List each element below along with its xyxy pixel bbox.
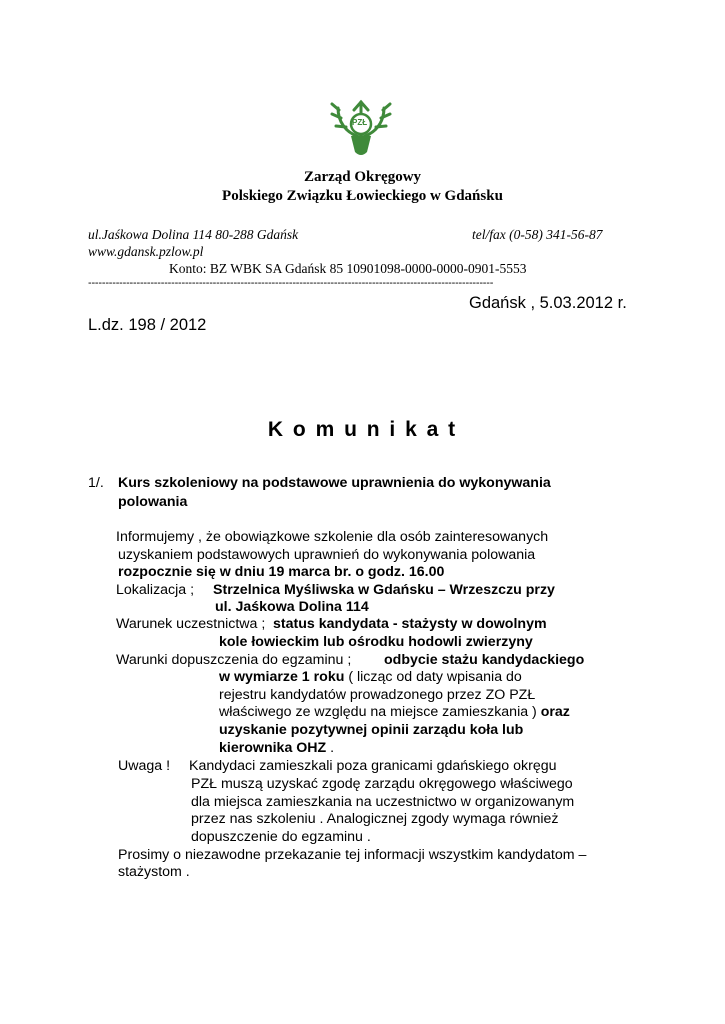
location-value: ul. Jaśkowa Dolina 114 — [215, 599, 369, 615]
condition-value: status kandydata - stażysty w dowolnym — [273, 616, 547, 632]
section-heading-line2: polowania — [118, 494, 188, 510]
admission-text: ( licząc od daty wpisania do — [344, 669, 522, 685]
admission-duration: w wymiarze 1 roku — [219, 669, 345, 685]
location-value: Strzelnica Myśliwska w Gdańsku – Wrzeszczu przy — [213, 582, 555, 598]
org-address: ul.Jaśkowa Dolina 114 80-288 Gdańsk — [88, 227, 299, 242]
location-label: Lokalizacja ; — [116, 582, 195, 598]
antlers-emblem-icon — [326, 96, 396, 162]
para-line: Informujemy , że obowiązkowe szkolenie dla osób zainteresowanych — [116, 529, 549, 545]
admission-value — [219, 739, 334, 758]
logo-lettering: PZŁ — [352, 118, 368, 127]
condition-label: Warunek uczestnictwa ; — [116, 616, 266, 632]
note-line: PZŁ muszą uzyskać zgodę zarządu okręgowego właściwego — [191, 776, 573, 792]
section-number: 1/. — [88, 475, 104, 491]
bank-account: Konto: BZ WBK SA Gdańsk 85 10901098-0000-0000-0901-5553 — [169, 261, 527, 276]
admission-value — [219, 703, 570, 722]
org-telfax: tel/fax (0-58) 341-56-87 — [472, 227, 603, 242]
reference-number: L.dz. 198 / 2012 — [88, 316, 207, 334]
pzl-logo — [326, 96, 396, 162]
admission-ohz: kierownika OHZ — [219, 740, 327, 756]
admission-text: . — [326, 740, 335, 756]
condition-value: kole łowieckim lub ośrodku hodowli zwierzyny — [219, 634, 533, 650]
org-website: www.gdansk.pzlow.pl — [88, 244, 204, 259]
admission-and: oraz — [540, 704, 570, 720]
para-line-start-date: rozpocznie się w dniu 19 marca br. o godz. 16.00 — [118, 564, 445, 580]
admission-text: właściwego ze względu na miejsce zamieszkania ) — [219, 704, 537, 720]
closing-line: stażystom . — [118, 864, 190, 880]
closing-line: Prosimy o niezawodne przekazanie tej informacji wszystkim kandydatom – — [118, 847, 587, 863]
note-label: Uwaga ! — [118, 758, 171, 774]
note-line: dla miejsca zamieszkania na uczestnictwo w organizowanym — [191, 794, 575, 810]
note-line: dopuszczenie do egzaminu . — [191, 829, 371, 845]
org-name-line2: Polskiego Związku Łowieckiego w Gdańsku — [222, 188, 503, 204]
para-line: uzyskaniem podstawowych uprawnień do wykonywania polowania — [118, 547, 536, 563]
admission-value — [219, 668, 522, 687]
admission-value: odbycie stażu kandydackiego — [384, 652, 585, 668]
document-date: Gdańsk , 5.03.2012 r. — [469, 294, 627, 312]
admission-label: Warunki dopuszczenia do egzaminu ; — [116, 652, 352, 668]
note-line: przez nas szkoleniu . Analogicznej zgody wymaga również — [191, 811, 559, 827]
org-name-line1: Zarząd Okręgowy — [303, 169, 422, 185]
header-divider: --------------------------------------------------------------------------------------------------------------------- — [88, 277, 494, 289]
admission-value: uzyskanie pozytywnej opinii zarządu koła lub — [219, 722, 524, 738]
note-line: Kandydaci zamieszkali poza granicami gdańskiego okręgu — [189, 758, 557, 774]
section-heading-line1: Kurs szkoleniowy na podstawowe uprawnienia do wykonywania — [118, 475, 551, 491]
admission-value: rejestru kandydatów prowadzonego przez ZO PZŁ — [219, 687, 536, 703]
document-title: K o m u n i k a t — [267, 418, 458, 441]
